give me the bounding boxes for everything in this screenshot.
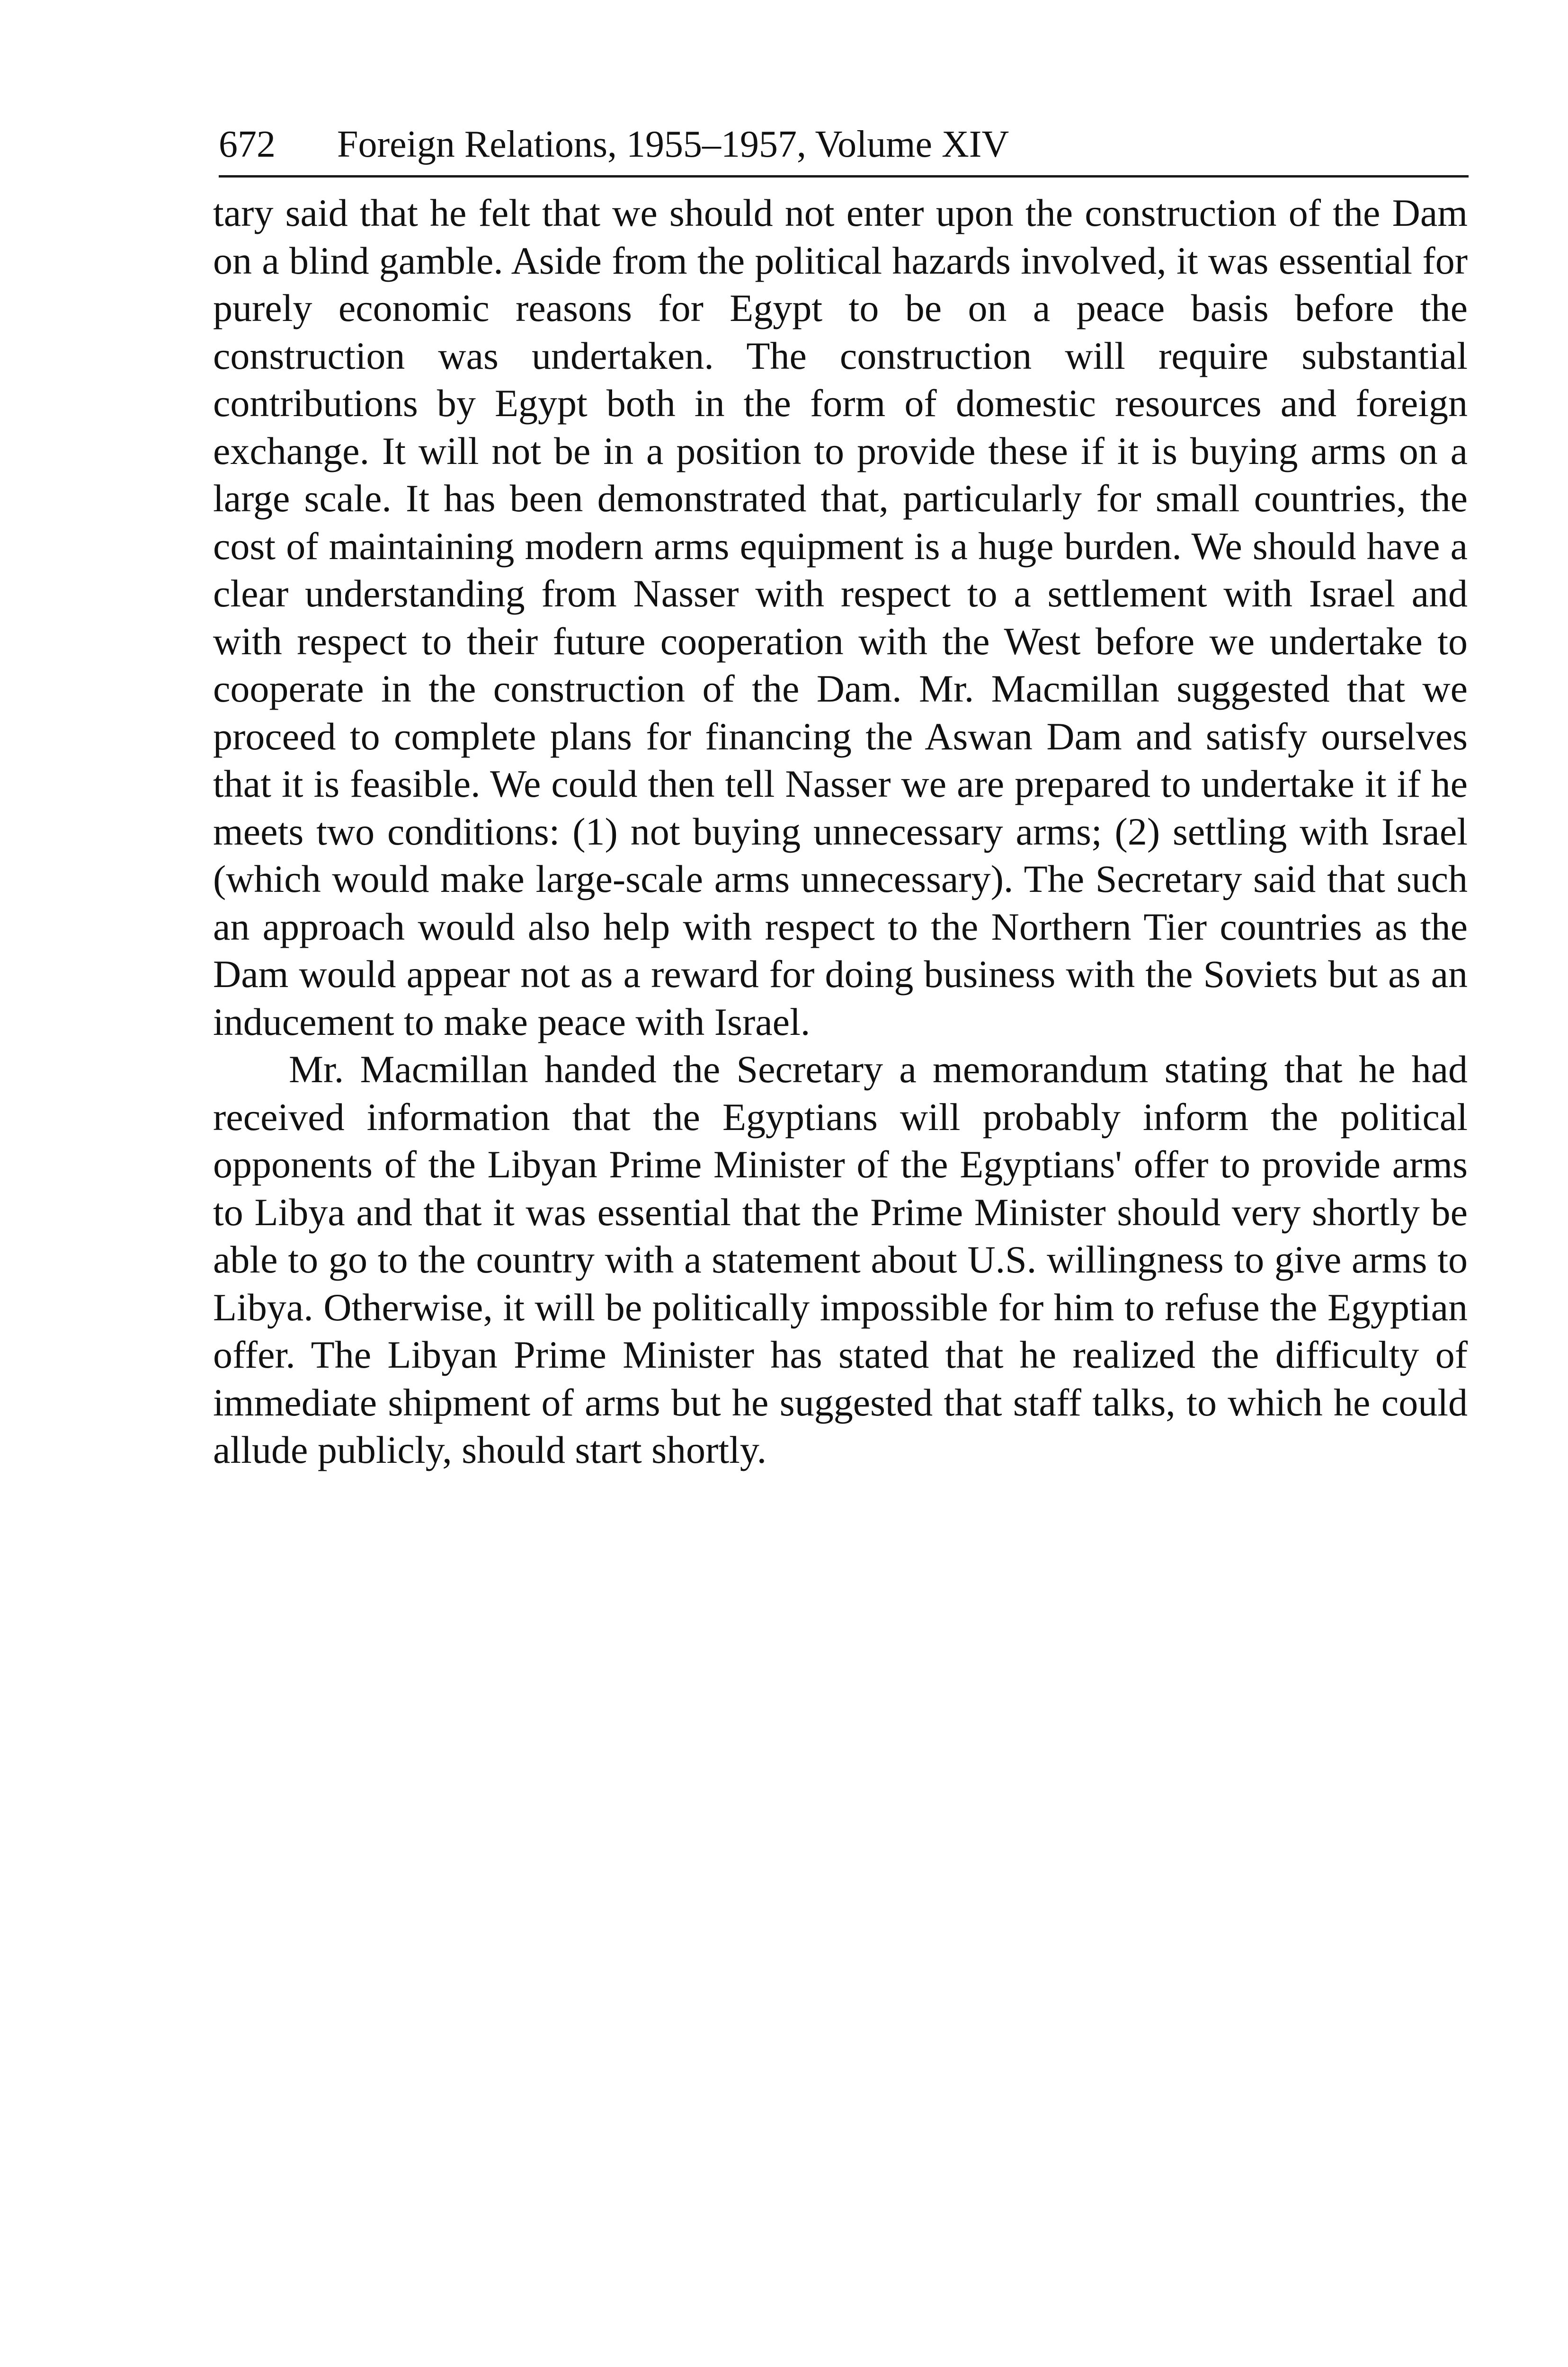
paragraph-continuation: tary said that he felt that we should not enter upon the construction of the Dam on a blind gamble. Aside from the political hazards involved, it was essential for purely economic reasons for Egypt to be on a peace basis before the construction was undertaken. The construction will require substantial contributions by Egypt both in the form of domestic resources and foreign exchange. It will not be in a position to provide these if it is buying arms on a large scale. It has been demonstrated that, particularly for small countries, the cost of maintaining modern arms equipment is a huge burden. We should have a clear understanding from Nasser with respect to a settlement with Israel and with respect to their future cooperation with the West before we undertake to cooperate in the construction of the Dam. Mr. Macmillan suggested that we proceed to complete plans for financing the Aswan Dam and satisfy ourselves that it is feasible. We could then tell Nasser we are prepared to undertake it if he meets two conditions: (1) not buying unnecessary arms; (2) settling with Israel (which would make large-scale arms unnecessary). The Secretary said that such an approach would also help with respect to the Northern Tier countries as the Dam would appear not as a reward for doing business with the Soviets but as an inducement to make peace with Israel. [213,191,1468,1043]
body-text [213,189,1468,1474]
paragraph-memorandum: Mr. Macmillan handed the Secretary a memorandum stating that he had received information that the Egyptians will probably inform the political opponents of the Libyan Prime Minister of the Egyptians' offer to provide arms to Libya and that it was essential that the Prime Minister should very shortly be able to go to the country with a statement about U.S. willingness to give arms to Libya. Otherwise, it will be politically impossible for him to refuse the Egyptian offer. The Libyan Prime Minister has stated that he realized the difficulty of immediate shipment of arms but he suggested that staff talks, to which he could allude publicly, should start shortly. [213,1048,1468,1471]
running-title: Foreign Relations, 1955–1957, Volume XIV [337,124,1009,165]
running-header [219,118,1469,178]
page-number: 672 [219,124,276,165]
